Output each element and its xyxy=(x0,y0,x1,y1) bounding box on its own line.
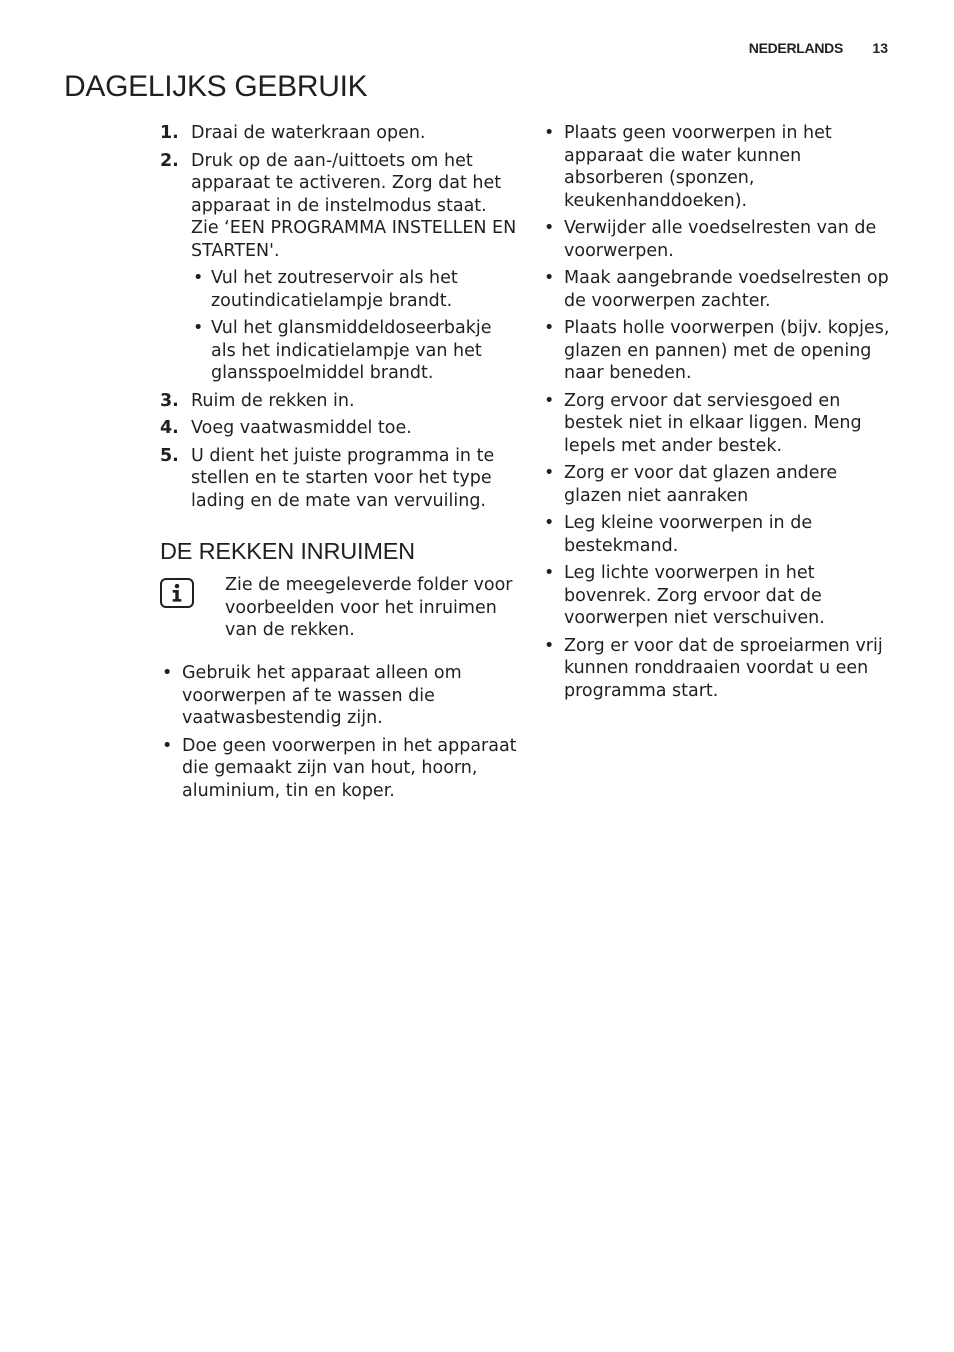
bullet-icon: • xyxy=(544,268,555,288)
list-item-text: Verwijder alle voedselresten van de voorwerpen. xyxy=(564,218,877,261)
bullet-icon: • xyxy=(544,635,555,656)
bullet-icon: • xyxy=(544,123,555,143)
bullet-icon: • xyxy=(193,268,204,288)
sub-item-text: Vul het zoutreservoir als het zoutindicatielampje brandt. xyxy=(211,268,458,311)
list-item-text: Maak aangebrande voedselresten op de voorwerpen zachter. xyxy=(564,268,889,311)
list-item-text: Plaats holle voorwerpen (bijv. kopjes, glazen en pannen) met de opening naar beneden. xyxy=(564,318,890,383)
loading-tips-left xyxy=(160,662,518,802)
sub-item xyxy=(191,317,518,385)
loading-tips-right xyxy=(542,122,894,702)
step-text: Druk op de aan-/uittoets om het apparaat te activeren. Zorg dat het apparaat in de instelmodus staat. Zie ‘EEN PROGRAMMA INSTELLEN EN STARTEN'. xyxy=(191,150,517,261)
step-item xyxy=(160,390,518,413)
bullet-icon: • xyxy=(544,563,555,583)
list-item-text: Gebruik het apparaat alleen om voorwerpen af te wassen die vaatwasbestendig zijn. xyxy=(182,663,462,728)
list-item-text: Zorg ervoor dat serviesgoed en bestek niet in elkaar liggen. Meng lepels met ander bestek. xyxy=(564,390,862,456)
list-item-text: Zorg er voor dat de sproeiarmen vrij kunnen ronddraaien voordat u een programma start. xyxy=(564,635,883,701)
info-note xyxy=(160,574,518,644)
page-title: DAGELIJKS GEBRUIK xyxy=(64,70,368,103)
list-item-text: Doe geen voorwerpen in het apparaat die gemaakt zijn van hout, hoorn, aluminium, tin en koper. xyxy=(182,735,517,801)
list-item xyxy=(160,662,518,730)
section-title: DE REKKEN INRUIMEN xyxy=(160,538,415,564)
list-item xyxy=(542,317,894,385)
right-column xyxy=(542,122,894,707)
list-item xyxy=(542,562,894,630)
bullet-icon: • xyxy=(162,663,173,683)
step-item xyxy=(160,445,518,513)
list-item xyxy=(542,390,894,458)
bullet-icon: • xyxy=(544,513,555,533)
step-number: 1. xyxy=(160,123,179,143)
step-number: 5. xyxy=(160,445,179,466)
header-language: NEDERLANDS xyxy=(748,40,843,56)
step-item xyxy=(160,417,518,440)
list-item xyxy=(542,122,894,212)
list-item xyxy=(542,512,894,557)
list-item-text: Zorg er voor dat glazen andere glazen niet aanraken xyxy=(564,463,838,506)
step-number: 3. xyxy=(160,390,179,411)
list-item xyxy=(160,735,518,803)
bullet-icon: • xyxy=(544,318,555,338)
info-text: Zie de meegeleverde folder voor voorbeelden voor het inruimen van de rekken. xyxy=(225,575,513,640)
step-number: 4. xyxy=(160,418,179,438)
step-number: 2. xyxy=(160,150,179,171)
bullet-icon: • xyxy=(544,390,555,411)
steps-list xyxy=(160,122,518,512)
step-text: Voeg vaatwasmiddel toe. xyxy=(191,418,412,438)
list-item xyxy=(542,462,894,507)
bullet-icon: • xyxy=(544,463,555,483)
list-item-text: Leg lichte voorwerpen in het bovenrek. Zorg ervoor dat de voorwerpen niet verschuiven. xyxy=(564,563,825,628)
step-item xyxy=(160,122,518,145)
list-item-text: Plaats geen voorwerpen in het apparaat die water kunnen absorberen (sponzen, keukenhanddoeken). xyxy=(564,123,832,211)
step-text: U dient het juiste programma in te stellen en te starten voor het type lading en de mate van vervuiling. xyxy=(191,445,495,511)
list-item xyxy=(542,635,894,703)
left-column xyxy=(160,122,518,807)
list-item-text: Leg kleine voorwerpen in de bestekmand. xyxy=(564,513,813,556)
step-item xyxy=(160,150,518,385)
list-item xyxy=(542,267,894,312)
sub-item-text: Vul het glansmiddeldoseerbakje als het indicatielampje van het glansspoelmiddel brandt. xyxy=(211,318,492,383)
list-item xyxy=(542,217,894,262)
sub-item xyxy=(191,267,518,312)
bullet-icon: • xyxy=(544,218,555,238)
bullet-icon: • xyxy=(162,735,173,756)
step-sublist xyxy=(191,267,518,385)
bullet-icon: • xyxy=(193,318,204,338)
step-text: Ruim de rekken in. xyxy=(191,390,355,411)
page-number: 13 xyxy=(872,40,888,56)
info-icon xyxy=(160,578,194,608)
step-text: Draai de waterkraan open. xyxy=(191,123,426,143)
